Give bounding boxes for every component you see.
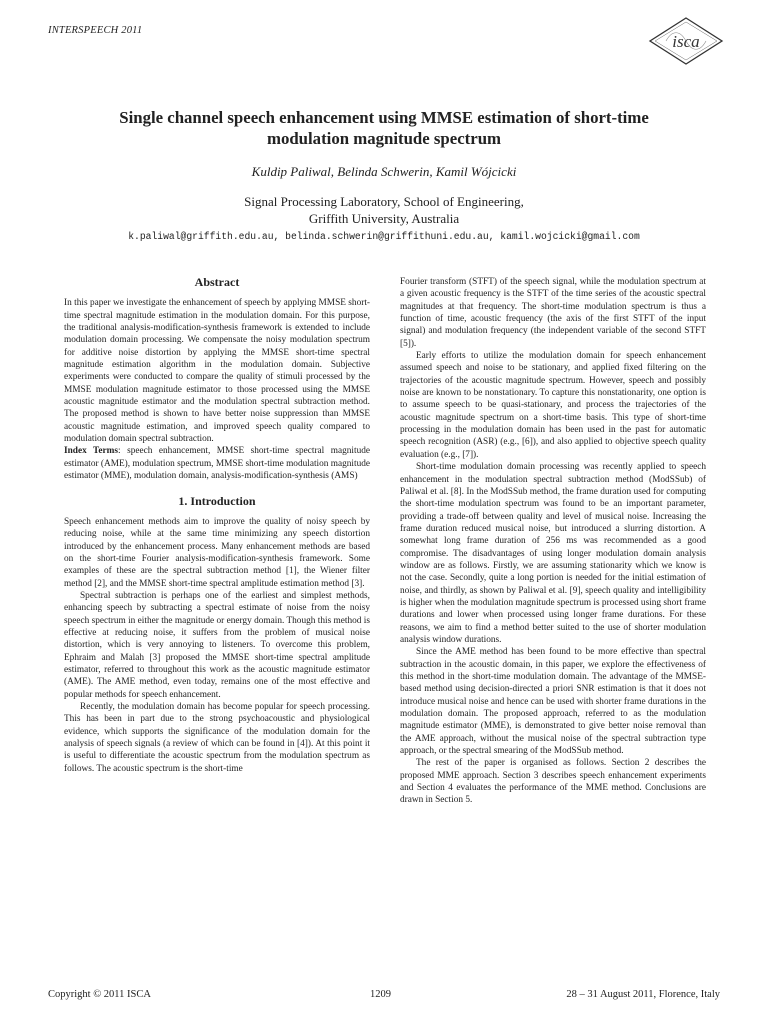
right-column [400, 276, 706, 807]
abstract-text: In this paper we investigate the enhancement of speech by applying MMSE short-time spectral magnitude estimation in the modulation domain. For this purpose, the traditional analysis-modification-synthesis framework is extended to include modulation domain processing. We compensate the noisy modulation spectrum for additive noise distortion by applying the MMSE short-time spectral magnitude estimation algorithm in the modulation domain. Subjective experiments were conducted to compare the quality of stimuli processed by the MMSE modulation magnitude estimator to those processed using the MMSE acoustic magnitude estimator and the modulation spectral subtraction method. The proposed method is shown to have better noise suppression than MMSE acoustic magnitude estimation, and improved speech quality compared to modulation domain spectral subtraction. [64, 298, 370, 445]
conference-name: INTERSPEECH 2011 [48, 25, 143, 36]
footer-page-number: 1209 [370, 989, 391, 1000]
author-emails: k.paliwal@griffith.edu.au, belinda.schwerin@griffithuni.edu.au, kamil.wojcicki@gmail.com [128, 231, 640, 242]
intro-paragraph-1: Speech enhancement methods aim to improve the quality of noisy speech by reducing noise, while at the same time minimizing any speech distortion introduced by the enhancement process. Many enhancement methods are based on the short-time Fourier analysis-modification-synthesis framework. Some examples of these are the spectral subtraction method [1], the Wiener filter method [2], and the MMSE short-time spectral amplitude estimation method [3]. [64, 516, 370, 589]
index-terms [64, 445, 370, 482]
intro-paragraph-8: The rest of the paper is organised as follows. Section 2 describes the proposed MME approach. Section 3 describes speech enhancement experiments and Section 4 evaluates the performance of the MME method. Conclusions are drawn in Section 5. [400, 758, 706, 806]
intro-paragraph-2: Spectral subtraction is perhaps one of the earliest and simplest methods, enhancing speech by subtracting a spectral estimate of noise from the noisy speech spectrum in either the magnitude or energy domain. Though this method is effective at reducing noise, it suffers from the problem of musical noise distortion, which is very annoying to listeners. To overcome this problem, Ephraim and Malah [3] proposed the MMSE short-time spectral amplitude estimator, referred to throughout this work as the acoustic magnitude estimator (AME). The AME method, even today, remains one of the most effective and popular methods for speech enhancement. [64, 590, 370, 700]
intro-paragraph-6: Short-time modulation domain processing was recently applied to speech enhancement in the modulation spectral subtraction method (ModSSub) of Paliwal et al. [8]. In the ModSSub method, the frame duration used for computing the short-time modulation spectrum was found to be an important parameter, providing a trade-off between quality and level of musical noise. Increasing the frame duration reduced musical noise, but introduced a slurring distortion. A somewhat long frame duration of 256 ms was recommended as a good compromise. The disadvantages of using longer modulation domain analysis window are as follows. Firstly, we are assuming stationarity which we know is not the case. Secondly, quite a long portion is needed for the initial estimation of noise, and thirdly, as shown by Paliwal et al. [9], speech quality and intelligibility is higher when the modulation magnitude spectrum is processed using short frame durations and lower when processed using longer frame durations. For these reasons, we aim to find a method better suited to the use of shorter modulation analysis window durations. [400, 462, 706, 645]
intro-paragraph-7: Since the AME method has been found to be more effective than spectral subtraction in the acoustic domain, in this paper, we explore the effectiveness of this method in the short-time modulation domain. The advantage of the MMSE-based method using decision-directed a priori SNR estimation is that it does not introduce musical noise and hence can be used with shorter frame durations in the modulation domain. The proposed approach, referred to as the modulation magnitude estimator (MME), is demonstrated to give better noise removal than the AME approach, without the musical noise of the spectral subtraction type approach, or the spectral smearing of the ModSSub method. [400, 647, 706, 757]
authors: Kuldip Paliwal, Belinda Schwerin, Kamil Wójcicki [251, 164, 517, 179]
title-line-1: Single channel speech enhancement using MMSE estimation of short-time [119, 108, 649, 127]
index-terms-text: : speech enhancement, MMSE short-time spectral magnitude estimator (AME), modulation spectrum, MMSE short-time modulation magnitude estimator (MME), modulation domain, analysis-modification-synthesis (AMS) [64, 446, 370, 482]
left-column [64, 276, 370, 775]
title-line-2: modulation magnitude spectrum [266, 129, 502, 148]
isca-logo-text: isca [672, 32, 700, 51]
paper-title [40, 107, 728, 149]
affiliation-line-1: Signal Processing Laboratory, School of Engineering, [244, 194, 524, 209]
abstract-heading: Abstract [194, 275, 240, 289]
affiliation-line-2: Griffith University, Australia [308, 211, 460, 226]
introduction-heading: 1. Introduction [178, 493, 256, 508]
index-terms-label: Index Terms [64, 446, 119, 457]
footer-copyright: Copyright © 2011 ISCA [48, 989, 151, 1000]
intro-paragraph-4: Fourier transform (STFT) of the speech signal, while the modulation spectrum at a given acoustic frequency is the STFT of the time series of the acoustic spectral magnitudes at that frequency. The short-time modulation spectrum is thus a function of time, acoustic frequency (the axis of the first STFT of the input signal) and modulation frequency (the independent variable of the second STFT [5]). [400, 277, 706, 349]
isca-logo-icon [648, 16, 724, 66]
footer-date-location: 28 – 31 August 2011, Florence, Italy [566, 989, 720, 1000]
intro-paragraph-3: Recently, the modulation domain has become popular for speech processing. This has been in part due to the strong psychoacoustic and physiological evidence, which supports the significance of the modulation domain for the analysis of speech signals (a review of which can be found in [4]). At this point it is useful to differentiate the acoustic spectrum from the modulation spectrum as follows. The acoustic spectrum is the short-time [64, 702, 370, 774]
intro-paragraph-5: Early efforts to utilize the modulation domain for speech enhancement assumed speech and noise to be stationary, and applied fixed filtering on the trajectories of the acoustic magnitude spectrum. However, speech and possibly noise are known to be nonstationary. To capture this nonstationarity, one option is to assume speech to be quasi-stationary, and process the trajectories of the acoustic magnitude spectrum on a short-time basis. This type of short-time processing in the modulation domain has been used in the past for automatic speech recognition (ASR) (e.g., [6]), and also applied to objective speech quality evaluation (e.g., [7]). [400, 351, 706, 460]
isca-logo [648, 16, 724, 66]
